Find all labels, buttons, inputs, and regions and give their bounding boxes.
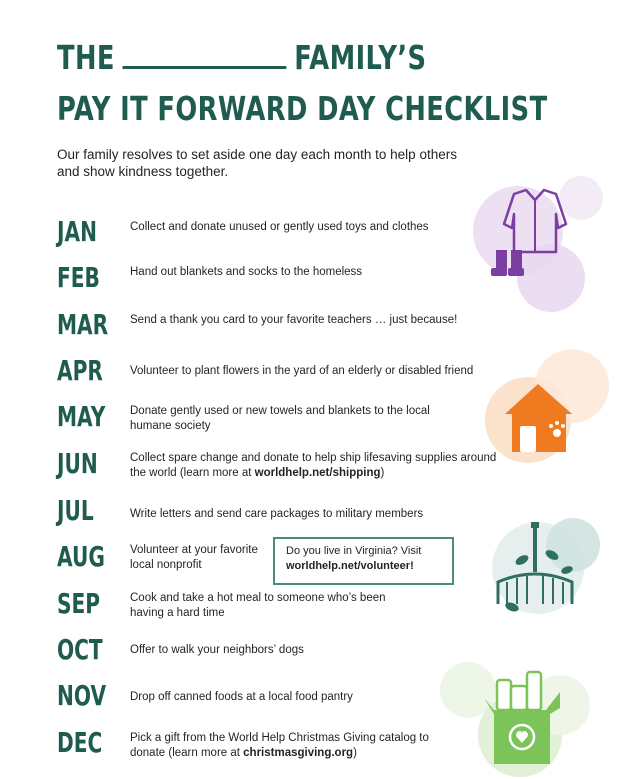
christmasgiving-link[interactable]: christmasgiving.org bbox=[243, 747, 354, 759]
volunteer-link[interactable]: worldhelp.net/volunteer! bbox=[286, 560, 414, 572]
task-jun-end: ) bbox=[380, 467, 385, 479]
month-mar: MAR bbox=[57, 308, 109, 341]
task-apr: Volunteer to plant flowers in the yard of an elderly or disabled friend bbox=[130, 365, 474, 377]
month-apr: APR bbox=[57, 354, 103, 387]
month-jan: JAN bbox=[57, 215, 97, 248]
task-dec-end: ) bbox=[353, 747, 357, 759]
virginia-callout bbox=[273, 537, 454, 585]
month-feb: FEB bbox=[57, 261, 100, 294]
title-the: THE bbox=[57, 38, 115, 77]
task-dec bbox=[130, 731, 450, 761]
task-mar: Send a thank you card to your favorite teachers … just because! bbox=[130, 314, 458, 326]
task-nov: Drop off canned foods at a local food pantry bbox=[130, 691, 353, 703]
month-may: MAY bbox=[57, 400, 106, 433]
callout-text: Do you live in Virginia? Visit bbox=[286, 545, 422, 557]
task-may: Donate gently used or new towels and blankets to the local humane society bbox=[130, 405, 430, 432]
month-aug: AUG bbox=[57, 540, 105, 573]
task-feb: Hand out blankets and socks to the homeless bbox=[130, 266, 363, 278]
task-sep: Cook and take a hot meal to someone who’s been having a hard time bbox=[130, 592, 386, 619]
task-jul: Write letters and send care packages to military members bbox=[130, 508, 424, 520]
task-jan: Collect and donate unused or gently used toys and clothes bbox=[130, 221, 429, 233]
month-nov: NOV bbox=[57, 679, 107, 712]
intro-text: Our family resolves to set aside one day each month to help others and show kindness together. bbox=[57, 147, 457, 179]
task-aug: Volunteer at your favorite local nonprofit bbox=[130, 544, 258, 571]
rake-leaves-icon bbox=[492, 518, 600, 614]
coat-boots-icon bbox=[473, 176, 603, 312]
task-oct: Offer to walk your neighbors’ dogs bbox=[130, 644, 304, 656]
month-dec: DEC bbox=[57, 726, 103, 759]
task-jun-text: Collect spare change and donate to help ship lifesaving supplies around the world (learn more at bbox=[130, 452, 497, 479]
month-jun: JUN bbox=[57, 447, 98, 480]
title-family: FAMILY’S bbox=[294, 38, 427, 77]
task-dec-text: Pick a gift from the World Help Christmas Giving catalog to donate (learn more at bbox=[130, 732, 429, 759]
shipping-link[interactable]: worldhelp.net/shipping bbox=[254, 467, 381, 479]
grocery-bag-icon bbox=[440, 662, 590, 777]
task-jun bbox=[130, 451, 505, 481]
month-oct: OCT bbox=[57, 633, 103, 666]
month-sep: SEP bbox=[57, 587, 101, 620]
page-title-line-2: PAY IT FORWARD DAY CHECKLIST bbox=[57, 89, 548, 128]
month-jul: JUL bbox=[57, 494, 94, 527]
